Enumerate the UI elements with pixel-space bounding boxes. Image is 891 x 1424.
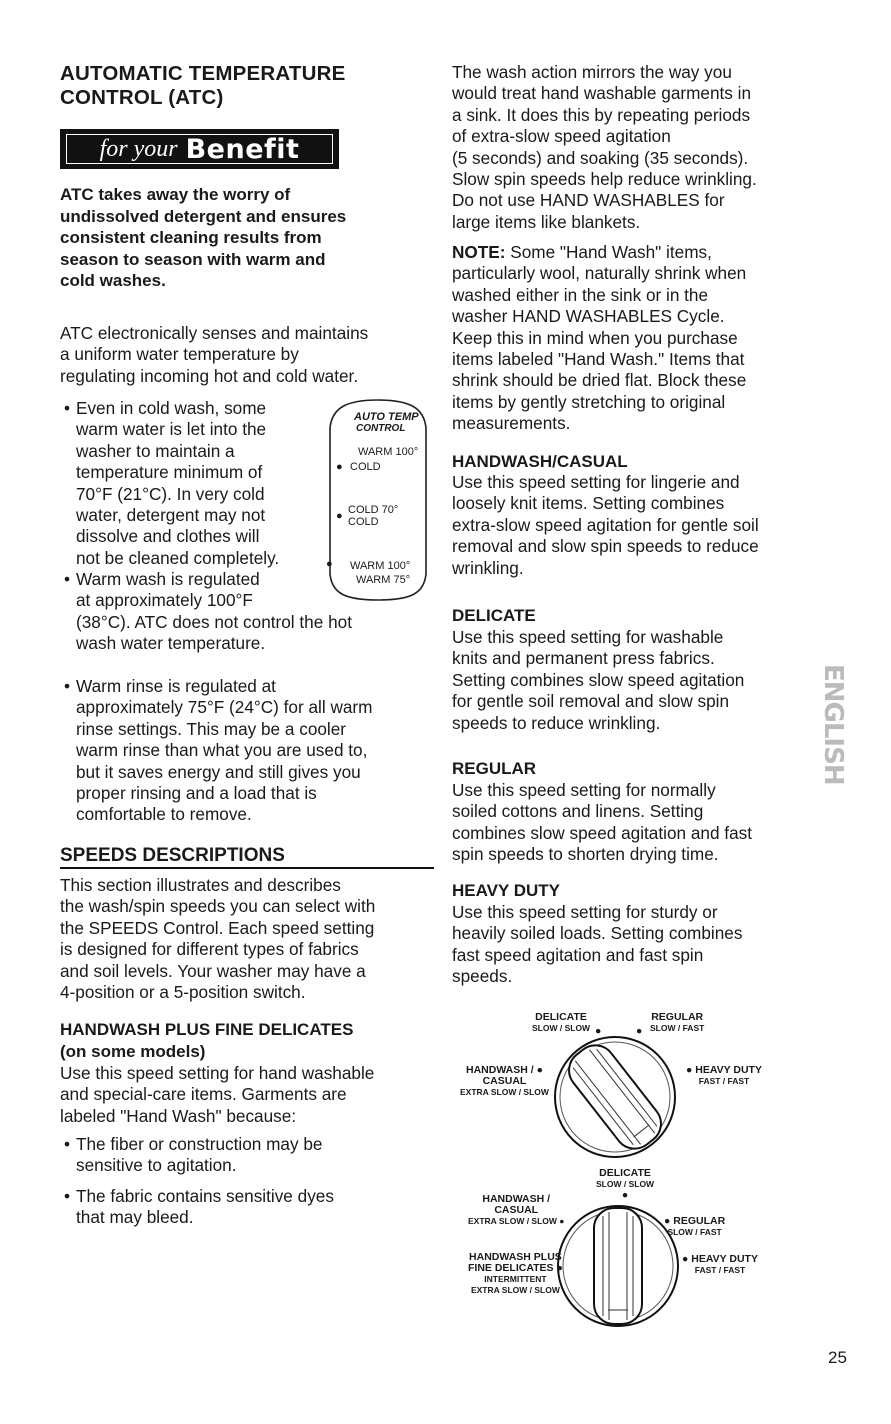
bullet-line: • The fiber or construction may be xyxy=(76,1134,323,1154)
bullet-line: • The fabric contains sensitive dyes xyxy=(76,1186,334,1206)
handwash-plus-heading: HANDWASH PLUS FINE DELICATES xyxy=(60,1020,354,1039)
bullet-line: (38°C). ATC does not control the hot xyxy=(76,611,352,632)
benefit-line: cold washes. xyxy=(60,271,166,290)
right-intro-line: would treat hand washable garments in xyxy=(452,83,752,104)
regular-line: soiled cottons and linens. Setting xyxy=(452,801,704,822)
dial4-regular xyxy=(650,1012,704,1034)
atc-dial-graphic xyxy=(326,398,430,604)
delicate-line: speeds to reduce wrinkling. xyxy=(452,712,661,733)
handwash-plus-line: labeled "Hand Wash" because: xyxy=(60,1105,297,1126)
atc-bullet-cold xyxy=(64,398,279,569)
dial4-delicate xyxy=(532,1012,590,1034)
dial4-delicate-sub: SLOW / SLOW xyxy=(532,1023,591,1033)
speeds-intro-line: 4-position or a 5-position switch. xyxy=(60,982,306,1002)
speeds-heading-rule xyxy=(60,867,434,869)
bullet-line: temperature minimum of xyxy=(76,462,263,483)
handwash-casual-heading: HANDWASH/CASUAL xyxy=(452,452,628,471)
dial4-regular-label: REGULAR xyxy=(651,1011,704,1023)
note-line: washer HAND WASHABLES Cycle. xyxy=(452,306,725,327)
dial5-hwp-label1: HANDWASH PLUS xyxy=(469,1251,562,1263)
benefit-line: ATC takes away the worry of xyxy=(60,185,291,204)
handwash-casual-line: extra-slow speed agitation for gentle soil xyxy=(452,514,759,535)
dial4-delicate-label: DELICATE xyxy=(535,1011,587,1023)
dial4-dot: ● xyxy=(595,1025,602,1037)
dial4-heavy xyxy=(686,1065,762,1087)
speeds-heading: SPEEDS DESCRIPTIONS xyxy=(60,845,285,866)
right-intro-line: of extra-slow speed agitation xyxy=(452,126,671,147)
benefit-badge-word: Benefit xyxy=(185,133,300,165)
delicate-line: for gentle soil removal and slow spin xyxy=(452,691,730,712)
bullet-line: at approximately 100°F xyxy=(76,590,253,611)
right-intro-line: Do not use HAND WASHABLES for xyxy=(452,190,725,211)
bullet-line: water, detergent may not xyxy=(76,505,266,526)
atc-dial-cold70: COLD 70° xyxy=(348,504,399,516)
dial4-heavy-sub: FAST / FAST xyxy=(698,1076,750,1086)
dial5-hwp xyxy=(468,1252,563,1296)
right-intro-line: (5 seconds) and soaking (35 seconds). xyxy=(452,147,749,168)
dial5-hwp-label2: FINE DELICATES ● xyxy=(468,1262,563,1274)
dial5-heavy xyxy=(682,1254,758,1276)
bullet-line: washer to maintain a xyxy=(76,440,235,461)
heavy-duty-line: heavily soiled loads. Setting combines xyxy=(452,923,743,944)
dial4-handwash-label2: CASUAL xyxy=(482,1075,527,1087)
dial5-delicate xyxy=(596,1168,654,1201)
bullet-line: wash water temperature. xyxy=(76,633,266,654)
bullet-line: but it saves energy and still gives you xyxy=(76,761,361,782)
bullet-line: 70°F (21°C). In very cold xyxy=(76,483,265,504)
benefit-badge-italic: for your xyxy=(99,135,178,162)
right-intro-line: The wash action mirrors the way you xyxy=(452,62,732,82)
regular-line: combines slow speed agitation and fast xyxy=(452,822,753,843)
note-line: shrink should be dried flat. Block these xyxy=(452,370,747,391)
speeds-intro-line: and soil levels. Your washer may have a xyxy=(60,960,366,981)
note-label: NOTE: xyxy=(452,242,506,262)
right-intro-line: a sink. It does this by repeating periods xyxy=(452,104,751,125)
heavy-duty-line: Use this speed setting for sturdy or xyxy=(452,902,718,922)
note-first-line xyxy=(452,242,712,263)
handwash-casual-line: Use this speed setting for lingerie and xyxy=(452,472,740,492)
regular-line: spin speeds to shorten drying time. xyxy=(452,844,719,865)
dial5-heavy-sub: FAST / FAST xyxy=(694,1265,746,1275)
handwash-plus-line: and special-care items. Garments are xyxy=(60,1084,347,1105)
atc-dial-title1: AUTO TEMP xyxy=(354,411,419,423)
note-line: measurements. xyxy=(452,413,571,434)
dial4-regular-sub: SLOW / FAST xyxy=(650,1023,705,1033)
language-side-tab-label: ENGLISH xyxy=(818,664,848,785)
dial5-handwash-label1: HANDWASH / xyxy=(482,1193,551,1205)
dial5-regular-sub: SLOW / FAST xyxy=(667,1227,722,1237)
bullet-line: dissolve and clothes will xyxy=(76,526,260,547)
dial4-dot: ● xyxy=(636,1025,643,1037)
dial4-handwash-label1: HANDWASH / ● xyxy=(466,1064,543,1076)
speeds-intro-line: the wash/spin speeds you can select with xyxy=(60,896,376,917)
atc-dial-cold-sub: COLD xyxy=(348,516,379,528)
bullet-line: sensitive to agitation. xyxy=(76,1155,237,1176)
language-side-tab xyxy=(818,664,852,785)
bullet-line: proper rinsing and a load that is xyxy=(76,783,317,804)
note-line: Keep this in mind when you purchase xyxy=(452,327,738,348)
page-number: 25 xyxy=(828,1348,847,1367)
dial5-hwp-sub1: INTERMITTENT xyxy=(484,1274,547,1284)
note-line: washed either in the sink or in the xyxy=(452,284,709,305)
handwash-plus-bullet xyxy=(64,1186,334,1229)
bullet-line: approximately 75°F (24°C) for all warm xyxy=(76,697,373,718)
delicate-heading: DELICATE xyxy=(452,606,536,625)
heavy-duty-heading: HEAVY DUTY xyxy=(452,881,561,900)
bullet-line: warm rinse than what you are used to, xyxy=(76,740,368,761)
benefit-line: season to season with warm and xyxy=(60,249,326,269)
speeds-intro-line: This section illustrates and describes xyxy=(60,875,341,895)
dial5-dot: ● xyxy=(621,1189,629,1201)
atc-dial-cold: COLD xyxy=(350,461,381,473)
heavy-duty-line: fast speed agitation and fast spin xyxy=(452,944,704,965)
atc-intro-line: a uniform water temperature by xyxy=(60,344,299,365)
note-line: items by gently stretching to original xyxy=(452,391,726,412)
speeds-dial-5-position xyxy=(456,1168,806,1348)
dial4-heavy-label: ● HEAVY DUTY xyxy=(686,1064,762,1076)
bullet-line: • Warm wash is regulated xyxy=(76,569,260,589)
dial5-handwash-sub: EXTRA SLOW / SLOW ● xyxy=(468,1216,565,1226)
dial5-handwash xyxy=(468,1194,564,1227)
dial5-regular-label: ● REGULAR xyxy=(664,1215,726,1227)
dial5-handwash-label2: CASUAL xyxy=(494,1204,539,1216)
right-intro-line: Slow spin speeds help reduce wrinkling. xyxy=(452,169,757,189)
note-text: Some "Hand Wash" items, xyxy=(505,242,712,262)
atc-dial-dot: ● xyxy=(326,558,333,570)
regular-heading: REGULAR xyxy=(452,759,537,778)
atc-dial-title2: CONTROL xyxy=(356,423,406,434)
dial5-delicate-sub: SLOW / SLOW xyxy=(596,1179,655,1189)
dial5-hwp-sub2: EXTRA SLOW / SLOW xyxy=(470,1285,560,1295)
bullet-line: comfortable to remove. xyxy=(76,804,252,825)
regular-line: Use this speed setting for normally xyxy=(452,780,716,800)
dial5-heavy-label: ● HEAVY DUTY xyxy=(682,1253,758,1265)
delicate-line: Use this speed setting for washable xyxy=(452,627,724,647)
note-line: particularly wool, naturally shrink when xyxy=(452,263,747,284)
dial4-handwash xyxy=(460,1065,549,1098)
handwash-casual-line: loosely knit items. Setting combines xyxy=(452,493,725,514)
bullet-line: not be cleaned completely. xyxy=(76,547,280,568)
speeds-intro-line: the SPEEDS Control. Each speed setting xyxy=(60,917,375,938)
note-line: items labeled "Hand Wash." Items that xyxy=(452,349,745,369)
atc-intro-line: ATC electronically senses and maintains xyxy=(60,323,369,343)
atc-dial-warm75: WARM 75° xyxy=(356,574,411,586)
atc-intro-line: regulating incoming hot and cold water. xyxy=(60,365,359,386)
handwash-plus-line: Use this speed setting for hand washable xyxy=(60,1063,375,1083)
bullet-line: warm water is let into the xyxy=(76,419,267,440)
heavy-duty-line: speeds. xyxy=(452,966,513,987)
bullet-line: • Warm rinse is regulated at xyxy=(76,676,276,696)
benefit-line: consistent cleaning results from xyxy=(60,228,322,247)
atc-dial-dot: ● xyxy=(336,461,343,473)
benefit-line: undissolved detergent and ensures xyxy=(60,206,347,226)
bullet-line: rinse settings. This may be a cooler xyxy=(76,718,347,739)
atc-dial-dot: ● xyxy=(336,510,343,522)
speeds-intro-line: is designed for different types of fabrics xyxy=(60,939,359,960)
atc-dial-warm100b: WARM 100° xyxy=(350,560,411,572)
handwash-plus-subheading: (on some models) xyxy=(60,1042,206,1061)
speeds-dial-4-position xyxy=(460,1012,800,1172)
atc-heading-line1: AUTOMATIC TEMPERATURE xyxy=(60,62,346,85)
bullet-line: • Even in cold wash, some xyxy=(76,398,267,418)
handwash-casual-line: removal and slow spin speeds to reduce xyxy=(452,536,759,557)
atc-heading-line2: CONTROL (ATC) xyxy=(60,86,224,109)
handwash-plus-bullet xyxy=(64,1134,322,1177)
right-intro-line: large items like blankets. xyxy=(452,211,641,232)
delicate-line: knits and permanent press fabrics. xyxy=(452,648,715,669)
atc-dial-warm100: WARM 100° xyxy=(358,446,419,458)
delicate-line: Setting combines slow speed agitation xyxy=(452,669,745,690)
dial4-handwash-sub: EXTRA SLOW / SLOW xyxy=(460,1087,549,1097)
dial5-delicate-label: DELICATE xyxy=(599,1167,651,1179)
bullet-line: that may bleed. xyxy=(76,1207,194,1228)
dial5-regular xyxy=(664,1216,725,1238)
handwash-casual-line: wrinkling. xyxy=(452,557,524,578)
benefit-badge xyxy=(60,129,339,169)
atc-bullet-warm-rinse xyxy=(64,676,446,826)
